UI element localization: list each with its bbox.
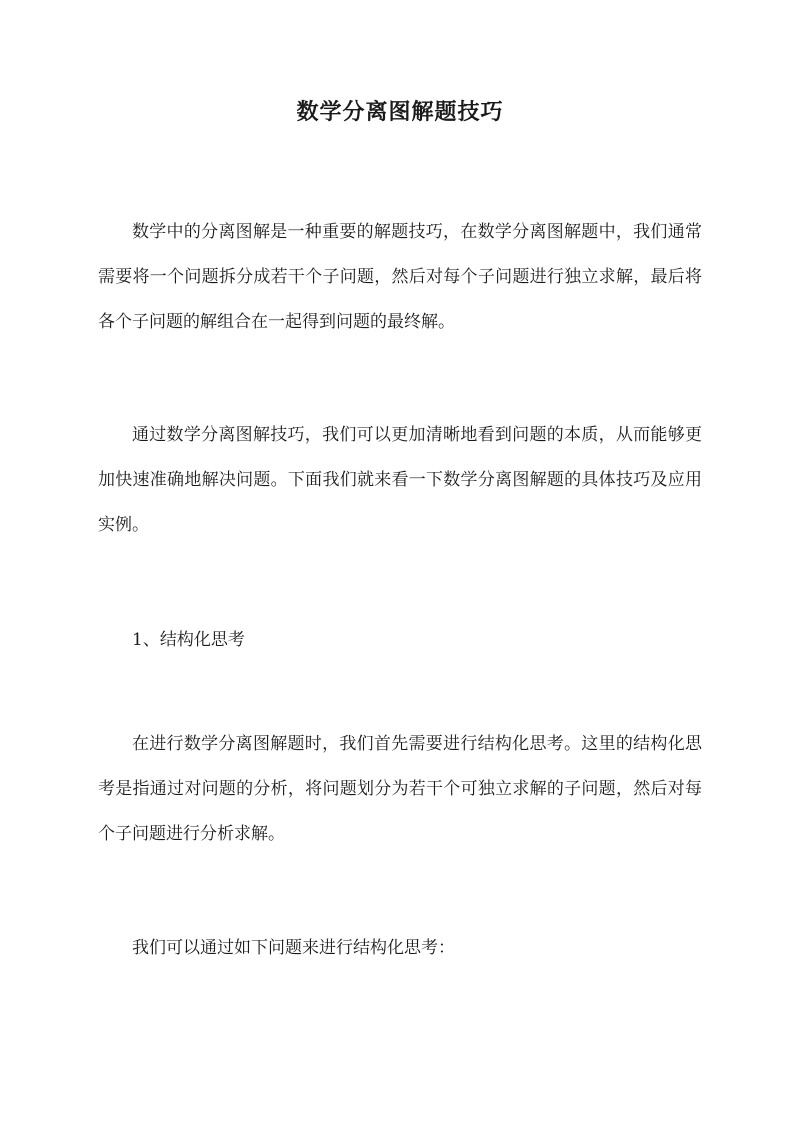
document-title: 数学分离图解题技巧 xyxy=(296,99,504,125)
section-paragraph-1: 在进行数学分离图解题时，我们首先需要进行结构化思考。这里的结构化思考是指通过对问题的分析，将问题划分为若干个可独立求解的子问题，然后对每个子问题进行分析求解。 xyxy=(98,734,702,844)
intro-paragraph-2: 通过数学分离图解技巧，我们可以更加清晰地看到问题的本质，从而能够更加快速准确地解决问题。下面我们就来看一下数学分离图解题的具体技巧及应用实例。 xyxy=(98,425,702,535)
section-paragraph-2: 我们可以通过如下问题来进行结构化思考： xyxy=(132,938,455,958)
section-heading: 1、结构化思考 xyxy=(132,630,245,650)
intro-paragraph-1: 数学中的分离图解是一种重要的解题技巧，在数学分离图解题中，我们通常需要将一个问题拆分成若干个子问题，然后对每个子问题进行独立求解，最后将各个子问题的解组合在一起得到问题的最终解。 xyxy=(98,222,702,332)
